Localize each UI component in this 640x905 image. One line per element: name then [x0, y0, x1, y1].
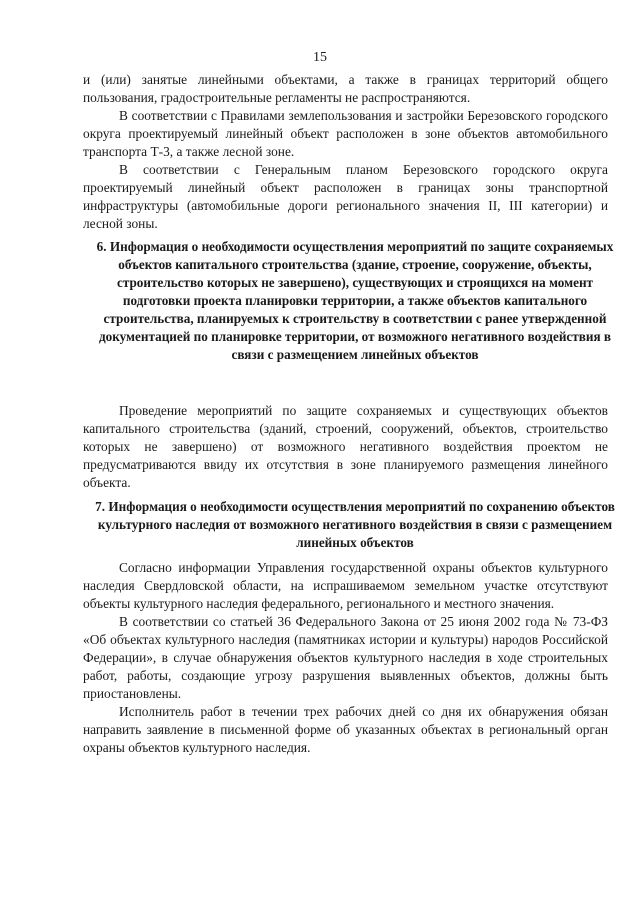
- intro-paragraphs: [83, 71, 608, 233]
- section-7-title: Информация о необходимости осуществления мероприятий по сохранению объектов культурного наследия от возможного негативного воздействия в связи с размещением линейных объектов: [97, 499, 615, 550]
- paragraph-continuation: и (или) занятые линейными объектами, а также в границах территорий общего пользования, градостроительные регламенты не распространяются.: [83, 72, 608, 105]
- paragraph-cultural-heritage-info: Согласно информации Управления государственной охраны объектов культурного наследия Свердловской области, на испрашиваемом земельном участке отсутствуют объекты культурного наследия федерального, регионального и местного значения.: [83, 560, 608, 611]
- section-6-body: [83, 402, 608, 492]
- paragraph-general-plan: В соответствии с Генеральным планом Березовского городского округа проектируемый линейный объект расположен в границах зоны транспортной инфраструктуры (автомобильные дороги регионального значения II, III категории) и лесной зоны.: [83, 162, 608, 231]
- page-number: 15: [313, 50, 327, 65]
- paragraph-contractor-obligation: Исполнитель работ в течении трех рабочих дней со дня их обнаружения обязан направить заявление в письменной форме об указанных объектах в региональный орган охраны объектов культурного наследия.: [83, 704, 608, 755]
- paragraph-protection-measures: Проведение мероприятий по защите сохраняемых и существующих объектов капитального строительства (зданий, строений, сооружений, объектов, строительство которых не завершено) от возможного негативного воздействия проектом не предусматриваются ввиду их отсутствия в зоне планируемого размещения линейного объекта.: [83, 403, 608, 490]
- section-7-number: 7.: [95, 499, 106, 514]
- section-7-heading: [95, 498, 615, 552]
- paragraph-land-use-rules: В соответствии с Правилами землепользования и застройки Березовского городского округа проектируемый линейный объект расположен в зоне объектов автомобильного транспорта Т-3, а также лесной зоне.: [83, 108, 608, 159]
- section-6-heading: [95, 238, 615, 364]
- paragraph-federal-law: В соответствии со статьей 36 Федерального Закона от 25 июня 2002 года № 73-ФЗ «Об объектах культурного наследия (памятниках истории и культуры) народов Российской Федерации», в случае обнаружения объектов культурного наследия в ходе строительных работ, работы, создающие угрозу разрушения выявленных объектов, должны быть приостановлены.: [83, 614, 608, 701]
- section-7-body: [83, 559, 608, 757]
- section-6-title: Информация о необходимости осуществления мероприятий по защите сохраняемых объектов капитального строительства (здание, строение, сооружение, объекты, строительство которых не завершено), существующих и строящихся на момент подготовки проекта планировки территории, а также объектов капитального строительства, планируемых к строительству в соответствии с ранее утвержденной документацией по планировке территории, от возможного негативного воздействия в связи с размещением линейных объектов: [98, 239, 614, 362]
- section-6-number: 6.: [96, 239, 107, 254]
